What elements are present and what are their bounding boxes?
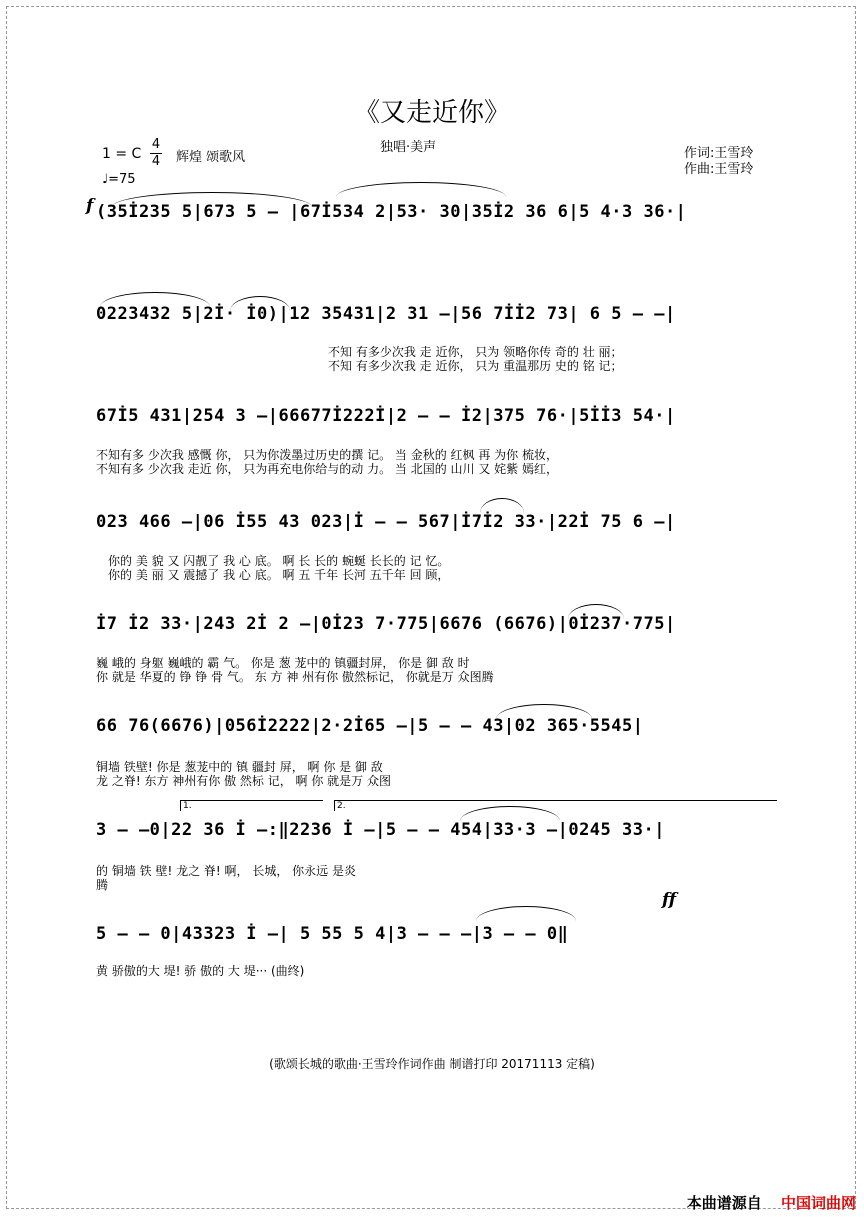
notation-row-3: 67İ5 431|254 3 –|66677İ222İ|2 – – İ2|375 76·|5İİ3 54·| (96, 406, 676, 426)
meter-bottom: 4 (151, 154, 161, 169)
footer-note: (歌颂长城的歌曲·王雪玲作词作曲 制谱打印 20171113 定稿) (269, 1057, 595, 1071)
performance-type: 独唱·美声 (380, 140, 437, 155)
volta-first-ending: 1. (180, 800, 323, 811)
notation-row-4: 023 466 –|06 İ55 43 023|İ – – 567|İ7İ2 33·|22İ 75 6 –| (96, 512, 676, 532)
notation-row-2: 0223432 5|2İ· İ0)|12 35431|2 31 –|56 7İİ2 73| 6 5 – –| (96, 304, 676, 324)
lyrics-row-8-verse-1: 黄 骄傲的大 堤! 骄 傲的 大 堤··· (曲终) (96, 964, 305, 978)
tempo-value: =75 (108, 172, 136, 187)
dynamic-fortissimo: ff (662, 890, 677, 910)
notation-row-6: 66 76(6676)|056İ2222|2·2İ65 –|5 – – 43|02 365·5545| (96, 716, 644, 736)
quarter-note-icon: ♩ (102, 172, 109, 187)
notation-row-5: İ7 İ2 33·|243 2İ 2 –|0İ23 7·775|6676 (6676)|0İ237·775| (96, 614, 676, 634)
tempo-marking (102, 172, 136, 187)
dynamic-forte: f (86, 196, 94, 216)
lyricist: 作词:王雪玲 (684, 146, 754, 161)
time-signature (150, 138, 162, 169)
watermark-source: 本曲谱源自 (686, 1194, 762, 1212)
notation-row-1: (35İ235 5|673 5 – |67İ534 2|53· 30|35İ2 36 6|5 4·3 36·| (96, 202, 687, 222)
song-title: 《又走近你》 (353, 98, 510, 128)
volta-second-ending: 2. (334, 800, 777, 811)
watermark (687, 1192, 856, 1213)
notation-row-8: 5 – – 0|43323 İ –| 5 55 5 4|3 – – –|3 – – 0‖ (96, 924, 569, 944)
lyrics-row-5-verse-1: 巍 峨的 身躯 巍峨的 霸 气。 你是 葱 茏中的 镇疆封屏， 你是 御 敌 时 (96, 656, 470, 670)
lyrics-row-6-verse-2: 龙 之脊! 东方 神州有你 傲 然标 记， 啊 你 就是万 众图 (96, 774, 391, 788)
lyrics-row-7-verse-1: 的 铜墙 铁 壁! 龙之 脊! 啊， 长城， 你永远 是炎 (96, 864, 356, 878)
composer: 作曲:王雪玲 (684, 162, 754, 177)
credits (684, 146, 753, 178)
lyrics-row-3-verse-2: 不知有多 少次我 走近 你， 只为再充电你给与的动 力。 当 北国的 山川 又 姹紫 嫣红， (96, 462, 558, 476)
lyrics-row-4-verse-2: 你的 美 丽 又 震撼了 我 心 底。 啊 五 千年 长河 五千年 回 顾， (108, 568, 450, 582)
watermark-site: 中国词曲网 (780, 1194, 856, 1212)
lyrics-row-4-verse-1: 你的 美 貌 又 闪靓了 我 心 底。 啊 长 长的 蜿蜒 长长的 记 忆。 (108, 554, 450, 568)
lyrics-row-2-verse-1: 不知 有多少次我 走 近你， 只为 领略你传 奇的 壮 丽； (328, 345, 623, 359)
meter-top: 4 (151, 137, 161, 152)
lyrics-row-6-verse-1: 铜墙 铁壁! 你是 葱茏中的 镇 疆封 屏， 啊 你 是 御 敌 (96, 760, 383, 774)
key-signature: 1 = C (102, 146, 142, 162)
notation-row-7: 3 – –0|22 36 İ –:‖2236 İ –|5 – – 454|33·3 –|0245 33·| (96, 820, 665, 840)
lyrics-row-2-verse-2: 不知 有多少次我 走 近你， 只为 重温那历 史的 铭 记； (328, 359, 623, 373)
lyrics-row-5-verse-2: 你 就是 华夏的 铮 铮 骨 气。 东 方 神 州有你 傲然标记， 你就是万 众图腾 (96, 670, 494, 684)
style-marking: 辉煌 颂歌风 (176, 150, 246, 165)
lyrics-row-3-verse-1: 不知有多 少次我 感慨 你， 只为你泼墨过历史的撰 记。 当 金秋的 红枫 再 为你 梳妆， (96, 448, 558, 462)
lyrics-row-7-verse-2: 腾 (96, 878, 109, 892)
